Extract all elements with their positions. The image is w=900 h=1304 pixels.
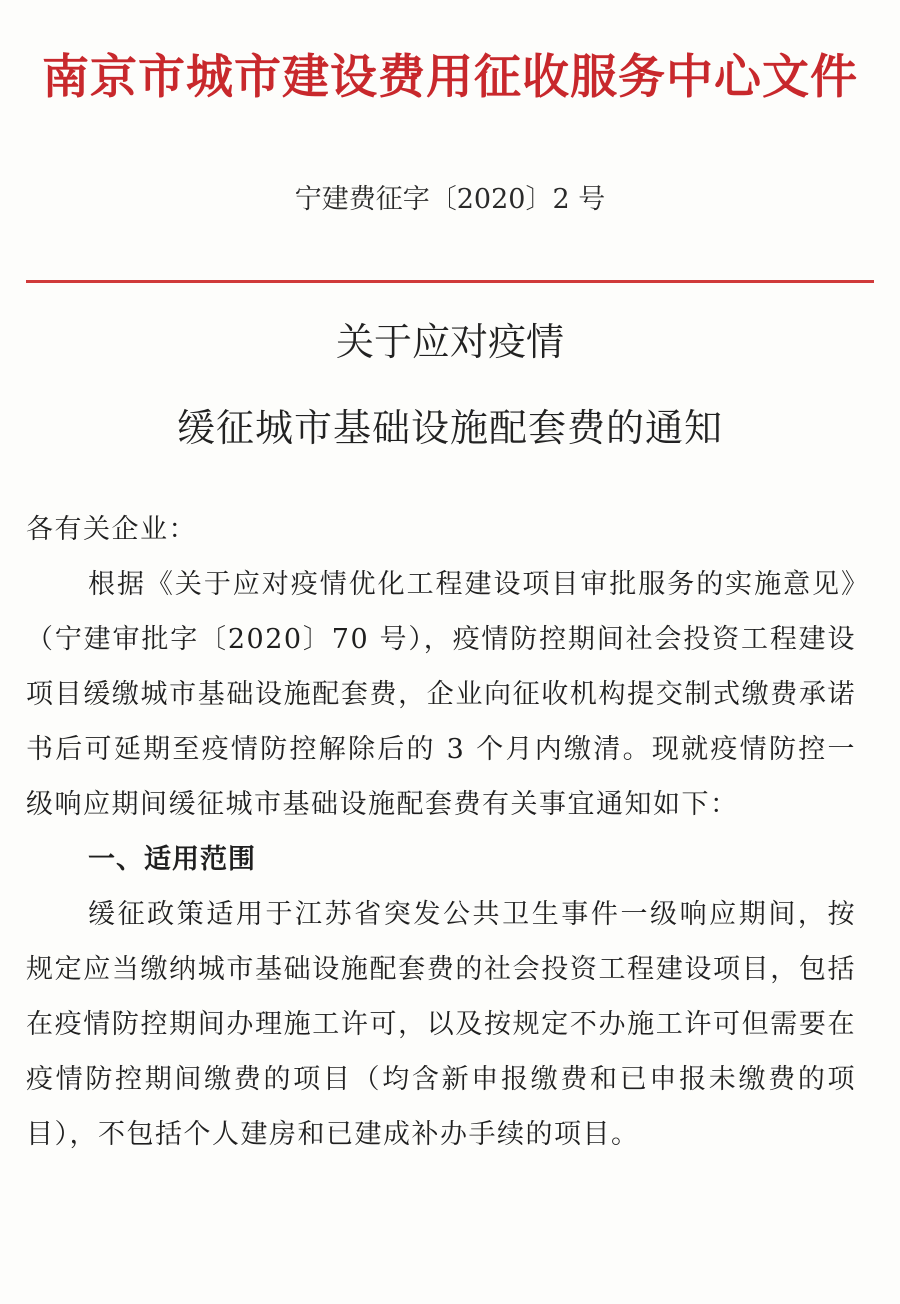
notice-title-line-1: 关于应对疫情 xyxy=(335,320,564,364)
salutation: 各有关企业： xyxy=(26,514,197,545)
paragraph-basis: 根据《关于应对疫情优化工程建设项目审批服务的实施意见》（宁建审批字〔2020〕70 号），疫情防控期间社会投资工程建设项目缓缴城市基础设施配套费，企业向征收机构提交制式缴费承诺书后可延期至疫情防控解除后的 3 个月内缴清。现就疫情防控一级响应期间缓征城市基础设施配套费有关事宜通知如下： xyxy=(26,569,856,820)
notice-body xyxy=(26,502,856,1162)
header-divider xyxy=(26,280,874,283)
document-header-title: 南京市城市建设费用征收服务中心文件 xyxy=(42,50,858,105)
document-number: 宁建费征字〔2020〕2 号 xyxy=(294,184,606,215)
notice-title-line-2: 缓征城市基础设施配套费的通知 xyxy=(176,406,723,450)
paragraph-scope: 缓征政策适用于江苏省突发公共卫生事件一级响应期间，按规定应当缴纳城市基础设施配套费的社会投资工程建设项目，包括在疫情防控期间办理施工许可，以及按规定不办施工许可但需要在疫情防控期间缴费的项目（均含新申报缴费和已申报未缴费的项目），不包括个人建房和已建成补办手续的项目。 xyxy=(26,899,856,1150)
section-heading-scope: 一、适用范围 xyxy=(88,844,256,875)
